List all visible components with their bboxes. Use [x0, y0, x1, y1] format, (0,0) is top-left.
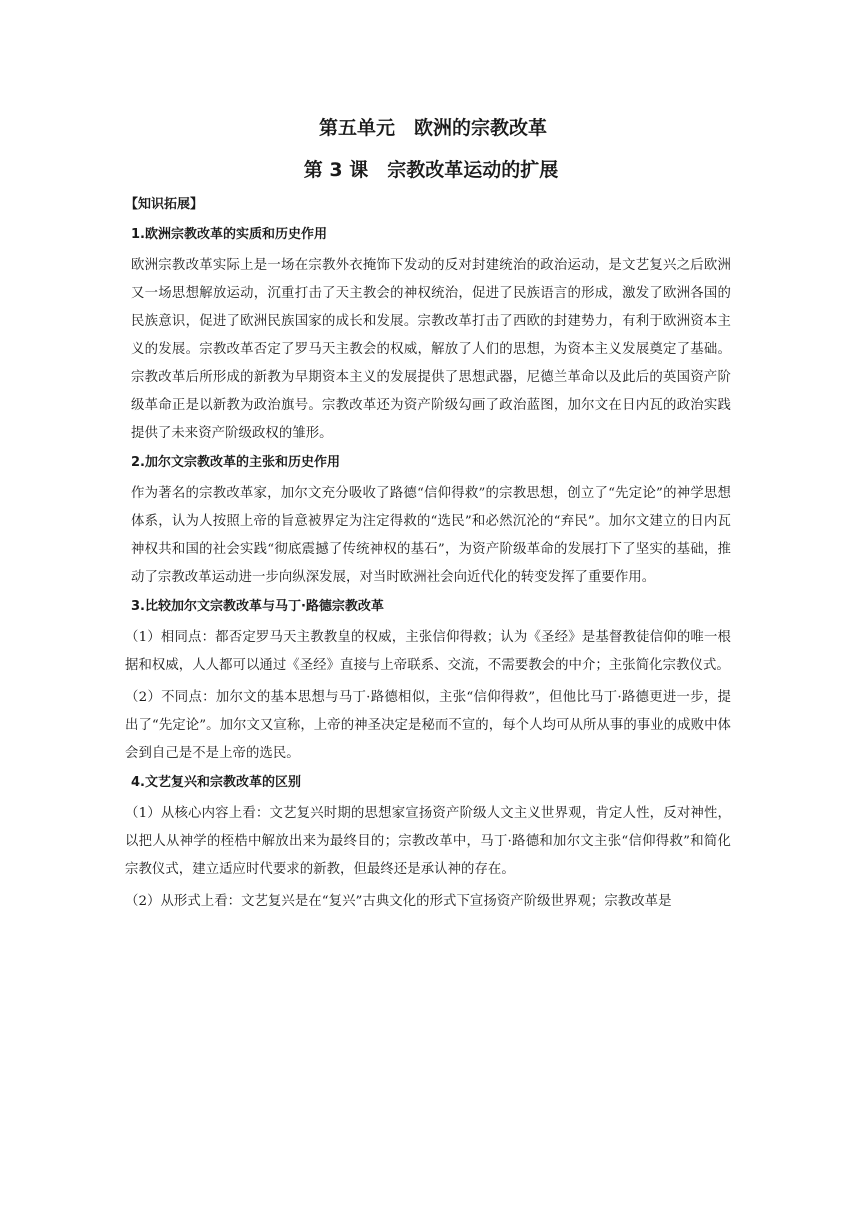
section-2-paragraph-1: 作为著名的宗教改革家，加尔文充分吸收了路德“信仰得救”的宗教思想，创立了“先定论”的神学思想体系，认为人按照上帝的旨意被界定为注定得救的“选民”和必然沉沦的“弃民”。加尔文建立的日内瓦神权共和国的社会实践“彻底震撼了传统神权的基石”，为资产阶级革命的发展打下了坚实的基础，推动了宗教改革运动进一步向纵深发展，对当时欧洲社会向近代化的转变发挥了重要作用。: [131, 486, 731, 585]
section-heading-2: 2.加尔文宗教改革的主张和历史作用: [131, 455, 340, 470]
section-heading-4: 4.文艺复兴和宗教改革的区别: [131, 775, 301, 790]
lesson-title: 第 3 课 宗教改革运动的扩展: [303, 159, 559, 181]
section-label: 【知识拓展】: [125, 197, 204, 212]
section-4-paragraph-2: （2）从形式上看：文艺复兴是在“复兴”古典文化的形式下宣扬资产阶级世界观；宗教改革是: [125, 894, 672, 909]
section-heading-3: 3.比较加尔文宗教改革与马丁·路德宗教改革: [131, 599, 384, 614]
document-body: [125, 112, 731, 920]
section-3-paragraph-1: （1）相同点：都否定罗马天主教教皇的权威，主张信仰得救；认为《圣经》是基督教徒信仰的唯一根据和权威，人人都可以通过《圣经》直接与上帝联系、交流，不需要教会的中介；主张简化宗教仪式。: [125, 630, 731, 673]
unit-title: 第五单元 欧洲的宗教改革: [318, 117, 547, 139]
section-4-paragraph-1: （1）从核心内容上看：文艺复兴时期的思想家宣扬资产阶级人文主义世界观，肯定人性，反对神性，以把人从神学的桎梏中解放出来为最终目的；宗教改革中，马丁·路德和加尔文主张“信仰得救”和简化宗教仪式，建立适应时代要求的新教，但最终还是承认神的存在。: [125, 806, 731, 877]
section-heading-1: 1.欧洲宗教改革的实质和历史作用: [131, 227, 327, 242]
section-3-paragraph-2: （2）不同点：加尔文的基本思想与马丁·路德相似，主张“信仰得救”，但他比马丁·路德更进一步，提出了“先定论”。加尔文又宣称，上帝的神圣决定是秘而不宣的，每个人均可从所从事的事业的成败中体会到自己是不是上帝的选民。: [125, 690, 731, 761]
section-1-paragraph-1: 欧洲宗教改革实际上是一场在宗教外衣掩饰下发动的反对封建统治的政治运动，是文艺复兴之后欧洲又一场思想解放运动，沉重打击了天主教会的神权统治，促进了民族语言的形成，激发了欧洲各国的民族意识，促进了欧洲民族国家的成长和发展。宗教改革打击了西欧的封建势力，有利于欧洲资本主义的发展。宗教改革否定了罗马天主教会的权威，解放了人们的思想，为资本主义发展奠定了基础。宗教改革后所形成的新教为早期资本主义的发展提供了思想武器，尼德兰革命以及此后的英国资产阶级革命正是以新教为政治旗号。宗教改革还为资产阶级勾画了政治蓝图，加尔文在日内瓦的政治实践提供了未来资产阶级政权的雏形。: [131, 258, 731, 441]
